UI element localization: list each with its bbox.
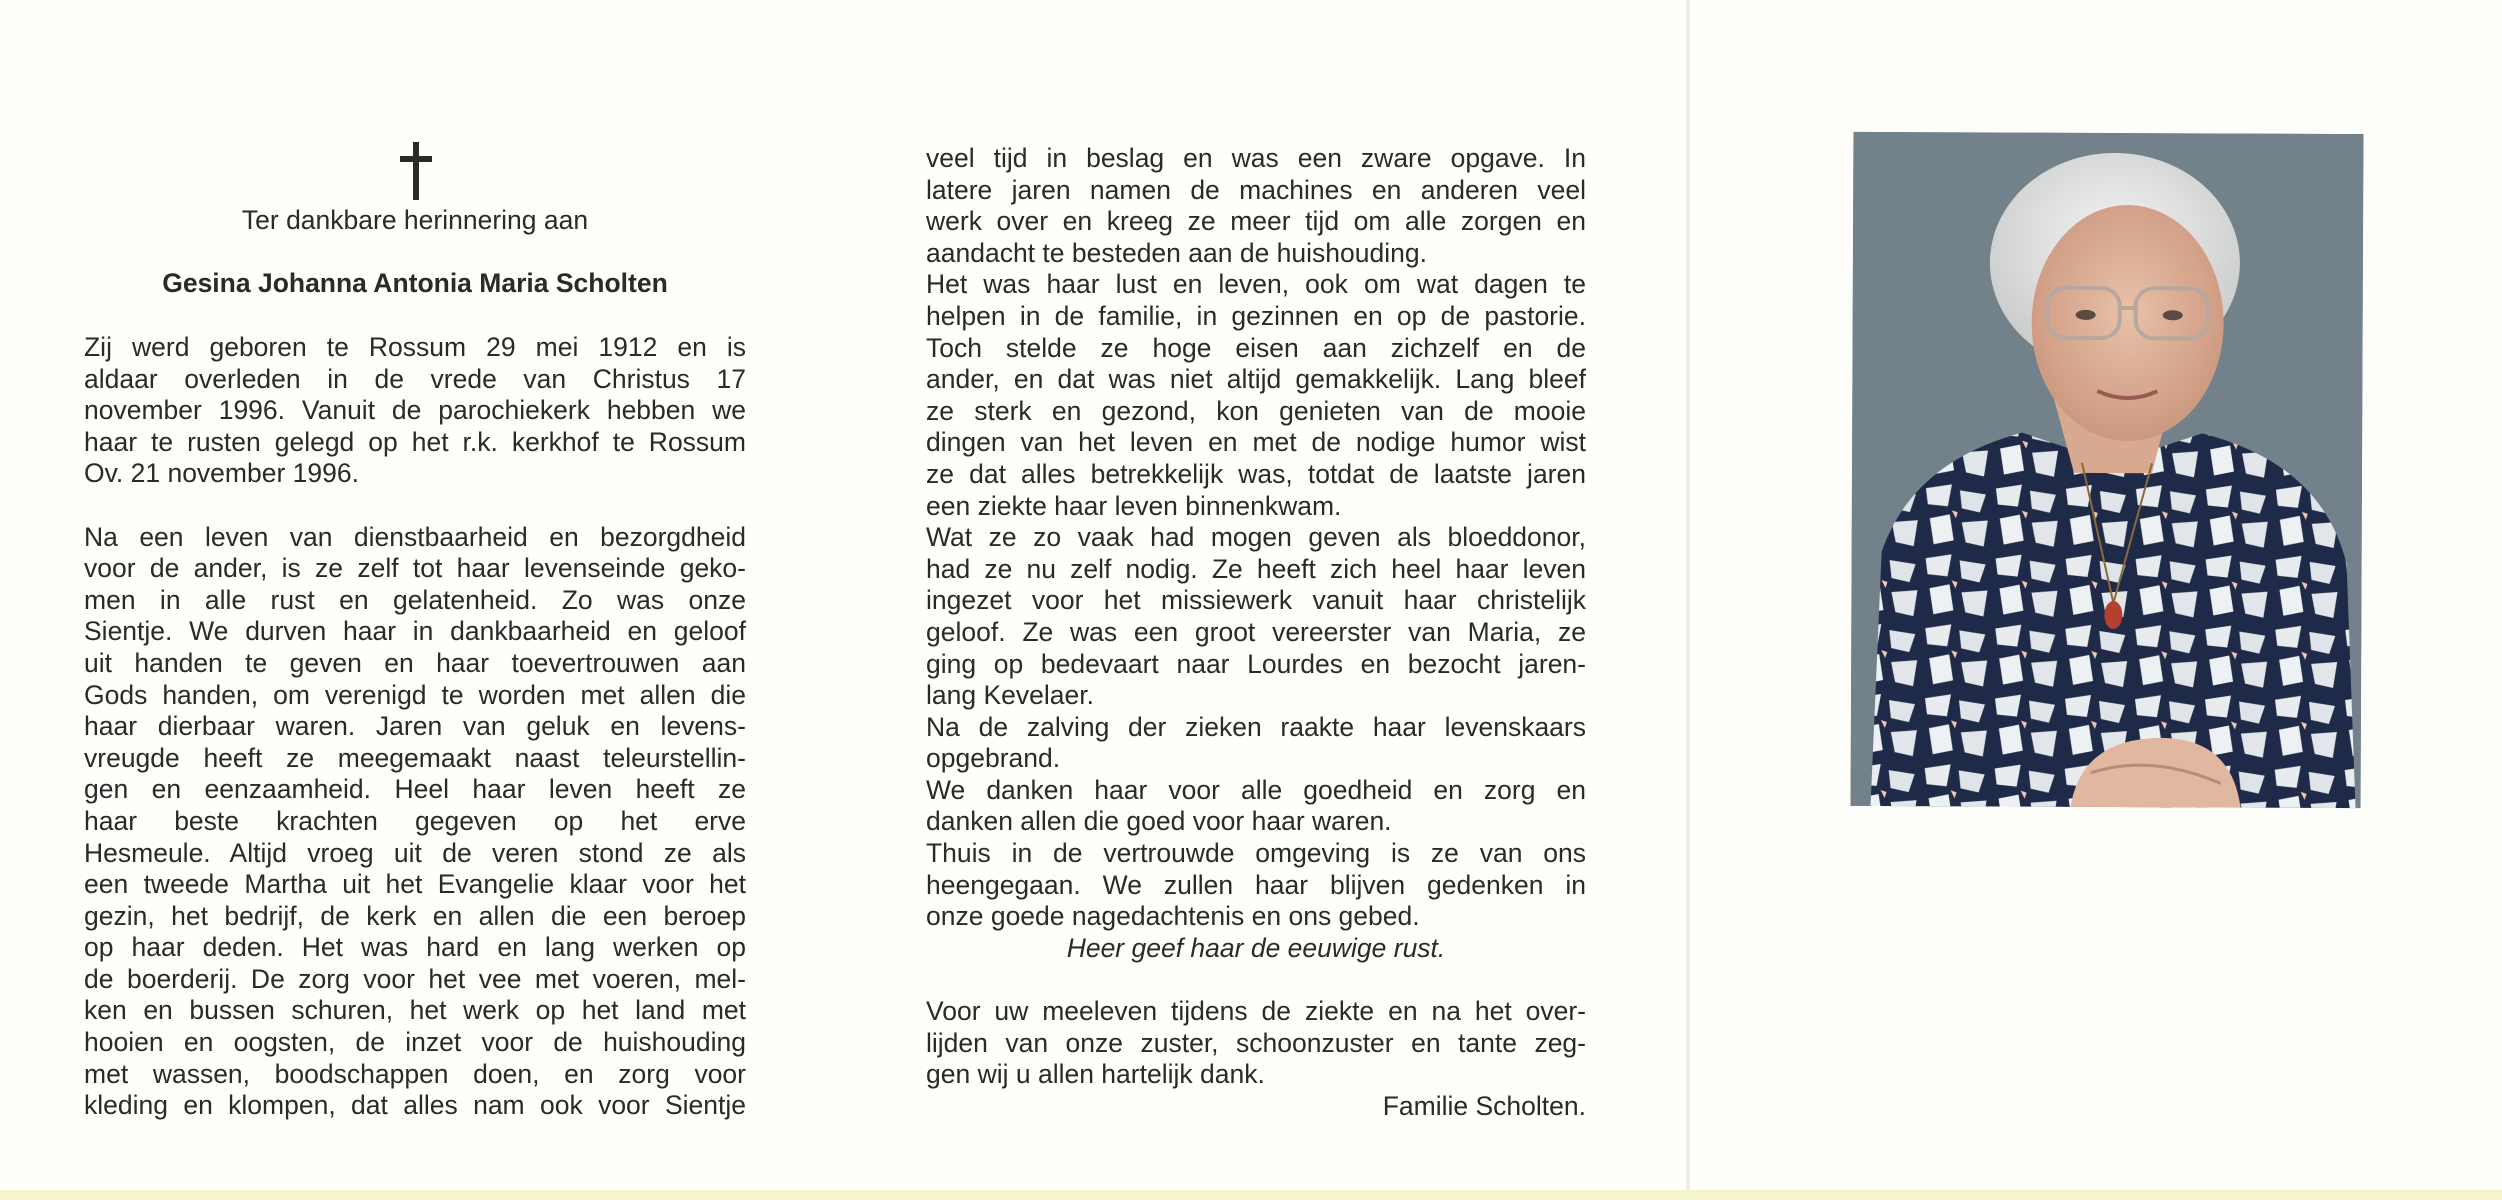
text-line: op haar deden. Het was hard en lang werken op xyxy=(84,932,746,963)
text-line: Ov. 21 november 1996. xyxy=(84,458,359,489)
text-line: had ze nu zelf nodig. Ze heeft zich heel haar leven xyxy=(926,553,1586,584)
portrait-photo xyxy=(1851,132,2364,808)
text-line: gen wij u allen hartelijk dank. xyxy=(926,1059,1265,1090)
text-line: Zij werd geboren te Rossum 29 mei 1912 en is xyxy=(84,332,746,362)
text-line: haar beste krachten gegeven op het erve xyxy=(84,805,746,836)
text-line: danken allen die goed voor haar waren. xyxy=(926,806,1392,837)
text-line: voor de ander, is ze zelf tot haar levenseinde geko- xyxy=(84,553,746,584)
text-line: ken en bussen schuren, het werk op het land met xyxy=(84,995,746,1026)
text-line: heengegaan. We zullen haar blijven gedenken in xyxy=(926,869,1586,900)
text-line: We danken haar voor alle goedheid en zorg en xyxy=(926,774,1586,805)
text-line: ging op bedevaart naar Lourdes en bezocht jaren- xyxy=(926,648,1586,679)
text-line: lijden van onze zuster, schoonzuster en tante zeg- xyxy=(926,1027,1586,1058)
text-line: hooien en oogsten, de inzet voor de huishouding xyxy=(84,1027,746,1058)
text-line: veel tijd in beslag en was een zware opgave. In xyxy=(926,143,1586,173)
text-line: dingen van het leven en met de nodige humor wist xyxy=(926,427,1586,458)
text-line: Toch stelde ze hoge eisen aan zichzelf en de xyxy=(926,332,1586,363)
text-line: Thuis in de vertrouwde omgeving is ze van ons xyxy=(926,838,1586,869)
text-line: uit handen te geven en haar toevertrouwen aan xyxy=(84,647,746,678)
text-line: werk over en kreeg ze meer tijd om alle zorgen en xyxy=(926,206,1586,237)
text-line: november 1996. Vanuit de parochiekerk hebben we xyxy=(84,395,746,426)
text-line: een ziekte haar leven binnenkwam. xyxy=(926,490,1342,521)
text-line: helpen in de familie, in gezinnen en op de pastorie. xyxy=(926,300,1586,331)
text-line: Na een leven van dienstbaarheid en bezorgdheid xyxy=(84,521,746,552)
text-column-left xyxy=(84,332,746,1122)
text-line: een tweede Martha uit het Evangelie klaar voor het xyxy=(84,869,746,900)
text-line: lang Kevelaer. xyxy=(926,680,1094,711)
text-line: Voor uw meeleven tijdens de ziekte en na het over- xyxy=(926,996,1586,1027)
text-line: men in alle rust en gelatenheid. Zo was onze xyxy=(84,584,746,615)
text-line: Hesmeule. Altijd vroeg uit de veren stond ze als xyxy=(84,837,746,868)
scan-edge xyxy=(0,1190,2502,1200)
text-line: onze goede nagedachtenis en ons gebed. xyxy=(926,901,1420,932)
text-line: haar dierbaar waren. Jaren van geluk en levens- xyxy=(84,711,746,742)
text-line: ingezet voor het missiewerk vanuit haar christelijk xyxy=(926,585,1586,616)
text-line: gezin, het bedrijf, de kerk en allen die een beroep xyxy=(84,900,746,931)
text-line: Na de zalving der zieken raakte haar levenskaars xyxy=(926,711,1586,742)
text-line: ander, en dat was niet altijd gemakkelijk. Lang bleef xyxy=(926,364,1586,395)
text-line: geloof. Ze was een groot vereerster van Maria, ze xyxy=(926,616,1586,647)
text-line: aandacht te besteden aan de huishouding. xyxy=(926,237,1427,268)
latin-cross-icon xyxy=(398,142,434,200)
text-line xyxy=(926,964,1586,996)
left-column-lines xyxy=(84,332,746,1122)
text-line: Familie Scholten. xyxy=(1382,1090,1586,1121)
dedication-intro: Ter dankbare herinnering aan xyxy=(241,205,589,235)
deceased-name: Gesina Johanna Antonia Maria Scholten xyxy=(162,268,668,298)
text-line: Wat ze zo vaak had mogen geven als bloeddonor, xyxy=(926,522,1586,553)
text-line: haar te rusten gelegd op het r.k. kerkhof te Rossum xyxy=(84,426,746,457)
text-line: ze dat alles betrekkelijk was, totdat de laatste jaren xyxy=(926,458,1586,489)
text-line: opgebrand. xyxy=(926,743,1061,774)
text-line: Heer geef haar de eeuwige rust. xyxy=(1066,932,1446,963)
text-line: aldaar overleden in de vrede van Christus 17 xyxy=(84,363,746,394)
text-line: Gods handen, om verenigd te worden met allen die xyxy=(84,679,746,710)
text-line xyxy=(84,490,746,522)
right-column-lines xyxy=(926,143,1586,1122)
text-line: gen en eenzaamheid. Heel haar leven heeft ze xyxy=(84,774,746,805)
text-line: de boerderij. De zorg voor het vee met voeren, mel- xyxy=(84,963,746,994)
text-line: Het was haar lust en leven, ook om wat dagen te xyxy=(926,269,1586,300)
text-line: latere jaren namen de machines en anderen veel xyxy=(926,174,1586,205)
text-line: met wassen, boodschappen doen, en zorg voor xyxy=(84,1058,746,1089)
text-line: ze sterk en gezond, kon genieten van de mooie xyxy=(926,395,1586,426)
text-line: Sientje. We durven haar in dankbaarheid en geloof xyxy=(84,616,746,647)
text-column-right xyxy=(926,143,1586,1122)
text-line: kleding en klompen, dat alles nam ook voor Sientje xyxy=(84,1090,746,1121)
text-line: vreugde heeft ze meegemaakt naast teleurstellin- xyxy=(84,742,746,773)
